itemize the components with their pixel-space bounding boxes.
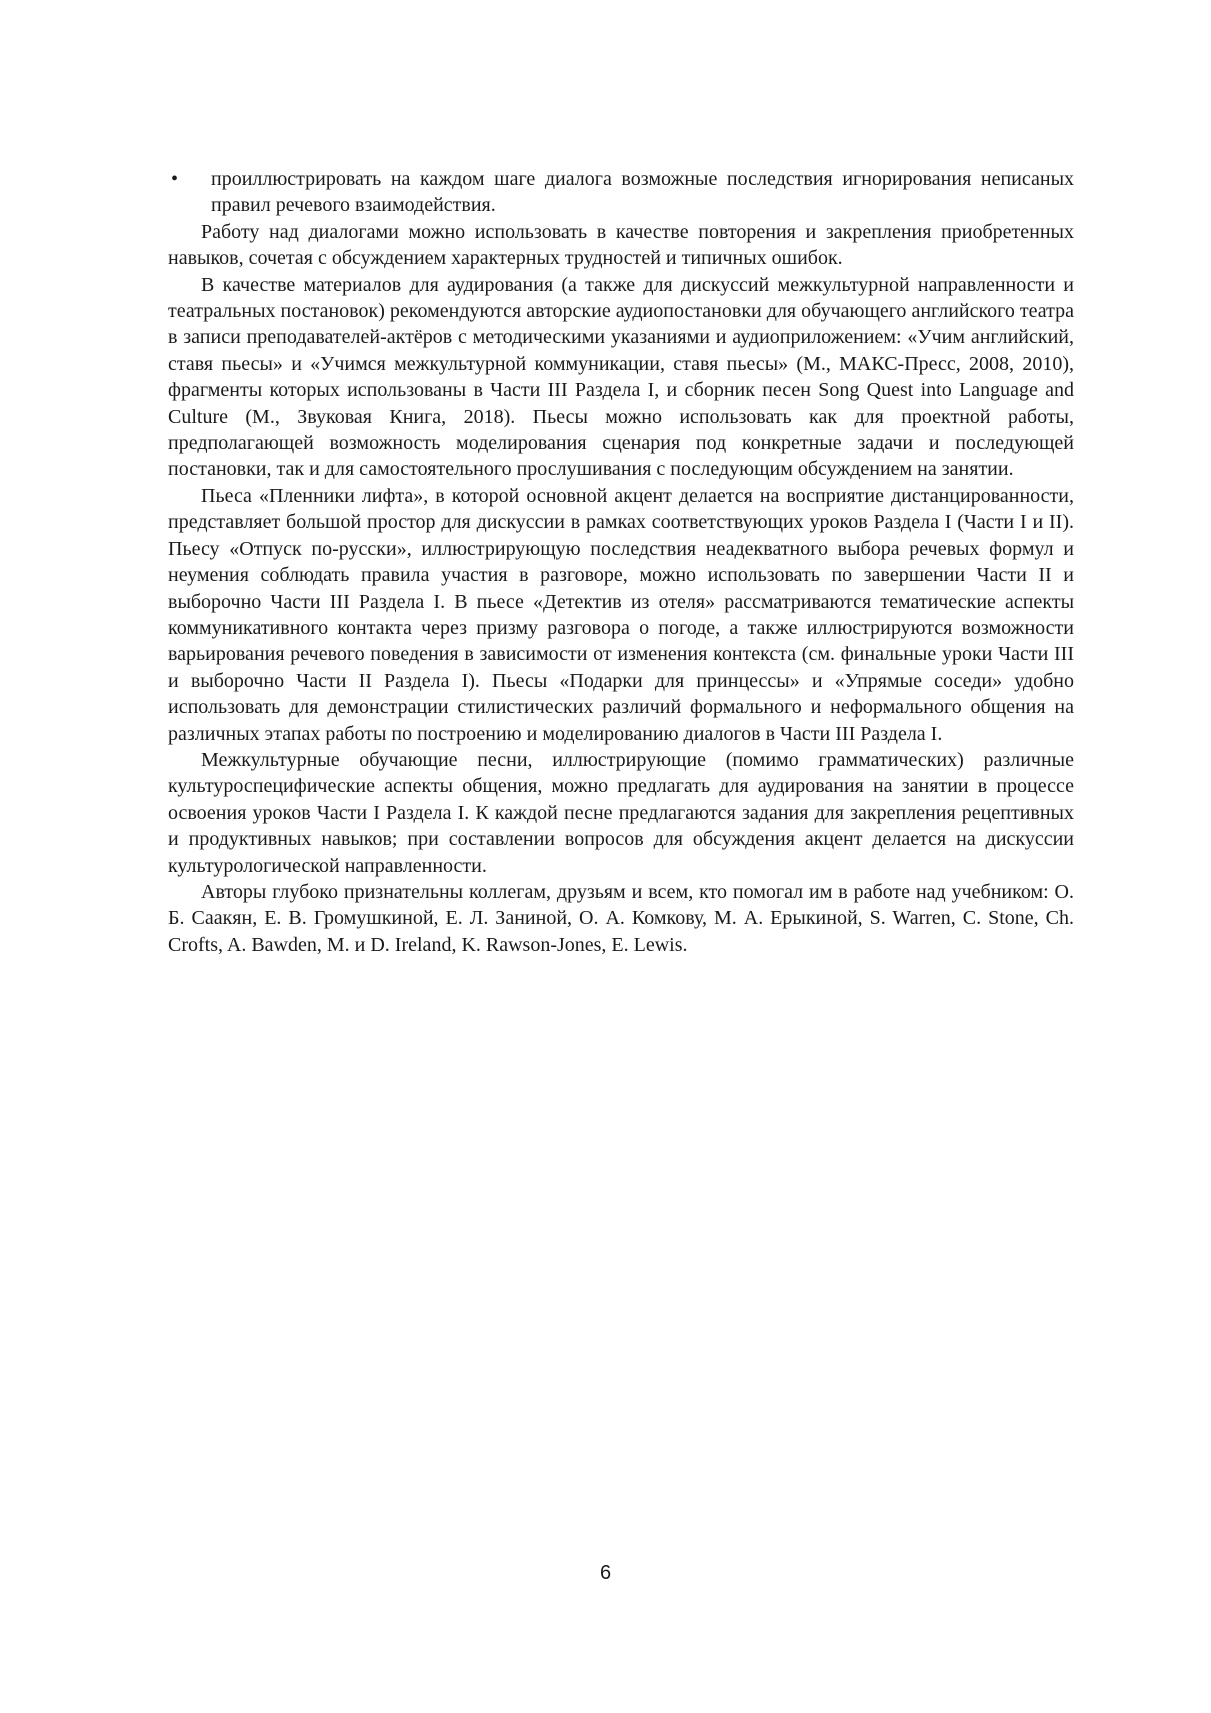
paragraph-dialogue-practice: Работу над диалогами можно использовать в качестве повторения и закрепления приобретенных навыков, сочетая с обсуждением характерных трудностей и типичных ошибок.	[168, 220, 1074, 270]
bullet-item-text: проиллюстрировать на каждом шаге диалога возможные последствия игнорирования неписаных правил речевого взаимодействия.	[211, 168, 1074, 217]
page-number: 6	[599, 1562, 612, 1584]
paragraph-acknowledgements: Авторы глубоко признательны коллегам, друзьям и всем, кто помогал им в работе над учебником: О. Б. Саакян, Е. В. Громушкиной, Е. Л. Заниной, О. А. Комкову, М. А. Ерыкиной, S. Warren, C. Stone, Ch. Crofts, A. Bawden, M. и D. Ireland, K. Rawson-Jones, E. Lewis.	[168, 880, 1074, 956]
bullet-list-item	[168, 166, 1074, 219]
bullet-icon: •	[171, 168, 179, 190]
paragraph-intercultural-songs: Межкультурные обучающие песни, иллюстрирующие (помимо грамматических) различные культуроспецифические аспекты общения, можно предлагать для аудирования на занятии в процессе освоения уроков Части I Раздела I. К каждой песне предлагаются задания для закрепления рецептивных и продуктивных навыков; при составлении вопросов для обсуждения акцент делается на дискуссии культурологической направленности.	[168, 748, 1074, 877]
paragraph-plays-description: Пьеса «Пленники лифта», в которой основной акцент делается на восприятие дистанцированности, представляет большой простор для дискуссии в рамках соответствующих уроков Раздела I (Части I и II). Пьесу «Отпуск по-русски», иллюстрирующую последствия неадекватного выбора речевых формул и неумения соблюдать правила участия в разговоре, можно использовать по завершении Части II и выборочно Части III Раздела I. В пьесе «Детектив из отеля» рассматриваются тематические аспекты коммуникативного контакта через призму разговора о погоде, а также иллюстрируются возможности варьирования речевого поведения в зависимости от изменения контекста (см. финальные уроки Части III и выборочно Части II Раздела I). Пьесы «Подарки для принцессы» и «Упрямые соседи» удобно использовать для демонстрации стилистических различий формального и неформального общения на различных этапах работы по построению и моделированию диалогов в Части III Раздела I.	[168, 484, 1074, 745]
page-body	[168, 166, 1074, 958]
paragraph-listening-materials: В качестве материалов для аудирования (а также для дискуссий межкультурной направленности и театральных постановок) рекомендуются авторские аудиопостановки для обучающего английского театра в записи преподавателей-актёров с методическими указаниями и аудиоприложением: «Учим английский, ставя пьесы» и «Учимся межкультурной коммуникации, ставя пьесы» (М., МАКС-Пресс, 2008, 2010), фрагменты которых использованы в Части III Раздела I, и сборник песен Song Quest into Language and Culture (М., Звуковая Книга, 2018). Пьесы можно использовать как для проектной работы, предполагающей возможность моделирования сценария под конкретные задачи и последующей постановки, так и для самостоятельного прослушивания с последующим обсуждением на занятии.	[168, 273, 1074, 481]
